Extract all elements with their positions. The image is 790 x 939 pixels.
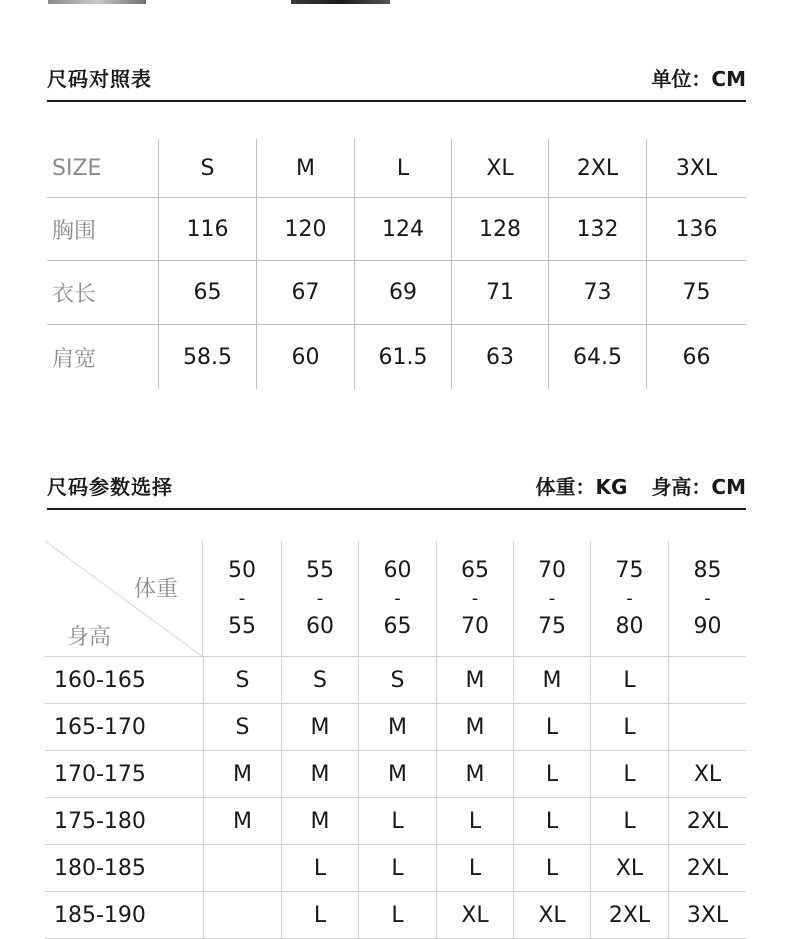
recommended-size-cell: L: [436, 845, 513, 892]
measure-value: 61.5: [354, 325, 451, 389]
recommended-size-cell: M: [436, 751, 513, 798]
weight-to: 90: [693, 613, 722, 639]
weight-to: 55: [228, 613, 256, 639]
recommended-size-cell: [203, 892, 281, 939]
recommended-size-cell: L: [590, 798, 668, 845]
size-chart-title: 尺码对照表: [47, 67, 152, 91]
recommended-size-cell: XL: [513, 892, 590, 939]
recommended-size-cell: L: [436, 798, 513, 845]
size-header-cell: S: [158, 139, 256, 198]
measure-value: 73: [548, 261, 646, 325]
recommended-size-cell: S: [203, 704, 281, 751]
weight-range-header: [590, 541, 668, 657]
size-header-cell: 3XL: [646, 139, 746, 198]
size-header-label: SIZE: [47, 139, 158, 198]
recommended-size-cell: L: [358, 892, 436, 939]
measure-value: 58.5: [158, 325, 256, 389]
measure-value: 71: [451, 261, 548, 325]
weight-separator: -: [238, 587, 246, 609]
recommended-size-cell: XL: [436, 892, 513, 939]
height-range-label: 165-170: [45, 704, 203, 751]
recommended-size-cell: L: [513, 704, 590, 751]
recommended-size-cell: L: [358, 798, 436, 845]
weight-to: 80: [615, 613, 644, 639]
recommended-size-cell: L: [358, 845, 436, 892]
product-thumbnail-right: [291, 0, 390, 4]
weight-to: 70: [461, 613, 489, 639]
recommended-size-cell: M: [281, 751, 358, 798]
weight-separator: -: [394, 587, 401, 609]
weight-range-header: [358, 541, 436, 657]
weight-from: 70: [538, 557, 566, 583]
height-range-label: 160-165: [45, 657, 203, 704]
recommended-size-cell: XL: [590, 845, 668, 892]
recommended-size-cell: L: [513, 845, 590, 892]
recommended-size-cell: L: [590, 657, 668, 704]
weight-range-header: [436, 541, 513, 657]
recommended-size-cell: 3XL: [668, 892, 746, 939]
weight-separator: -: [316, 587, 324, 609]
weight-from: 65: [461, 557, 489, 583]
weight-separator: -: [704, 587, 711, 609]
size-chart-header: [47, 68, 746, 102]
recommended-size-cell: L: [513, 751, 590, 798]
height-range-label: 185-190: [45, 892, 203, 939]
weight-to: 60: [306, 613, 334, 639]
weight-separator: -: [471, 587, 479, 609]
height-range-label: 180-185: [45, 845, 203, 892]
measure-value: 75: [646, 261, 746, 325]
measure-value: 67: [256, 261, 354, 325]
measure-value: 66: [646, 325, 746, 389]
weight-from: 75: [615, 557, 644, 583]
measure-value: 60: [256, 325, 354, 389]
weight-unit: 体重：KG: [535, 475, 628, 499]
weight-from: 85: [693, 557, 722, 583]
recommended-size-cell: 2XL: [668, 798, 746, 845]
weight-from: 55: [306, 557, 334, 583]
weight-range-header: [281, 541, 358, 657]
measure-label: 肩宽: [52, 346, 97, 372]
measure-value: 65: [158, 261, 256, 325]
height-range-label: 170-175: [45, 751, 203, 798]
size-guide-title: 尺码参数选择: [47, 475, 173, 499]
measure-value: 116: [158, 198, 256, 261]
recommended-size-cell: M: [281, 704, 358, 751]
recommended-size-cell: L: [513, 798, 590, 845]
weight-range-header: [513, 541, 590, 657]
size-header-cell: M: [256, 139, 354, 198]
size-chart-unit: 单位：CM: [651, 67, 746, 91]
recommended-size-cell: 2XL: [668, 845, 746, 892]
weight-to: 65: [383, 613, 412, 639]
corner-weight-label: 体重: [133, 577, 178, 602]
weight-from: 50: [228, 557, 256, 583]
recommended-size-cell: L: [590, 751, 668, 798]
recommended-size-cell: M: [281, 798, 358, 845]
weight-from: 60: [383, 557, 412, 583]
recommended-size-cell: [203, 845, 281, 892]
weight-height-corner: [45, 541, 203, 657]
measure-value: 128: [451, 198, 548, 261]
measure-label: 胸围: [47, 198, 158, 261]
weight-separator: -: [548, 587, 556, 609]
weight-to: 75: [538, 613, 566, 639]
recommended-size-cell: M: [203, 798, 281, 845]
size-header-cell: L: [354, 139, 451, 198]
recommended-size-cell: S: [281, 657, 358, 704]
measure-value: 64.5: [548, 325, 646, 389]
weight-separator: -: [626, 587, 633, 609]
recommended-size-cell: L: [281, 845, 358, 892]
measure-value: 63: [451, 325, 548, 389]
measure-value: 69: [354, 261, 451, 325]
recommended-size-cell: [668, 657, 746, 704]
size-guide-header: [47, 476, 746, 510]
recommended-size-cell: M: [436, 704, 513, 751]
recommended-size-cell: M: [358, 751, 436, 798]
height-range-label: 175-180: [45, 798, 203, 845]
size-guide-units: [529, 471, 746, 500]
recommended-size-cell: S: [203, 657, 281, 704]
product-thumbnail-left: [48, 0, 146, 4]
corner-height-label: 身高: [67, 625, 112, 650]
weight-range-header: [668, 541, 746, 657]
measure-label: 衣长: [47, 261, 158, 325]
size-header-cell: XL: [451, 139, 548, 198]
size-header-cell: 2XL: [548, 139, 646, 198]
recommended-size-cell: S: [358, 657, 436, 704]
recommended-size-cell: [668, 704, 746, 751]
weight-range-header: [203, 541, 281, 657]
height-unit: 身高：CM: [651, 475, 746, 499]
recommended-size-cell: L: [281, 892, 358, 939]
measure-value: 132: [548, 198, 646, 261]
recommended-size-cell: 2XL: [590, 892, 668, 939]
size-guide-table: [45, 541, 746, 939]
recommended-size-cell: M: [436, 657, 513, 704]
recommended-size-cell: M: [358, 704, 436, 751]
measure-value: 124: [354, 198, 451, 261]
recommended-size-cell: L: [590, 704, 668, 751]
recommended-size-cell: M: [513, 657, 590, 704]
recommended-size-cell: M: [203, 751, 281, 798]
size-chart-table: [47, 139, 746, 389]
measure-value: 120: [256, 198, 354, 261]
recommended-size-cell: XL: [668, 751, 746, 798]
measure-value: 136: [646, 198, 746, 261]
